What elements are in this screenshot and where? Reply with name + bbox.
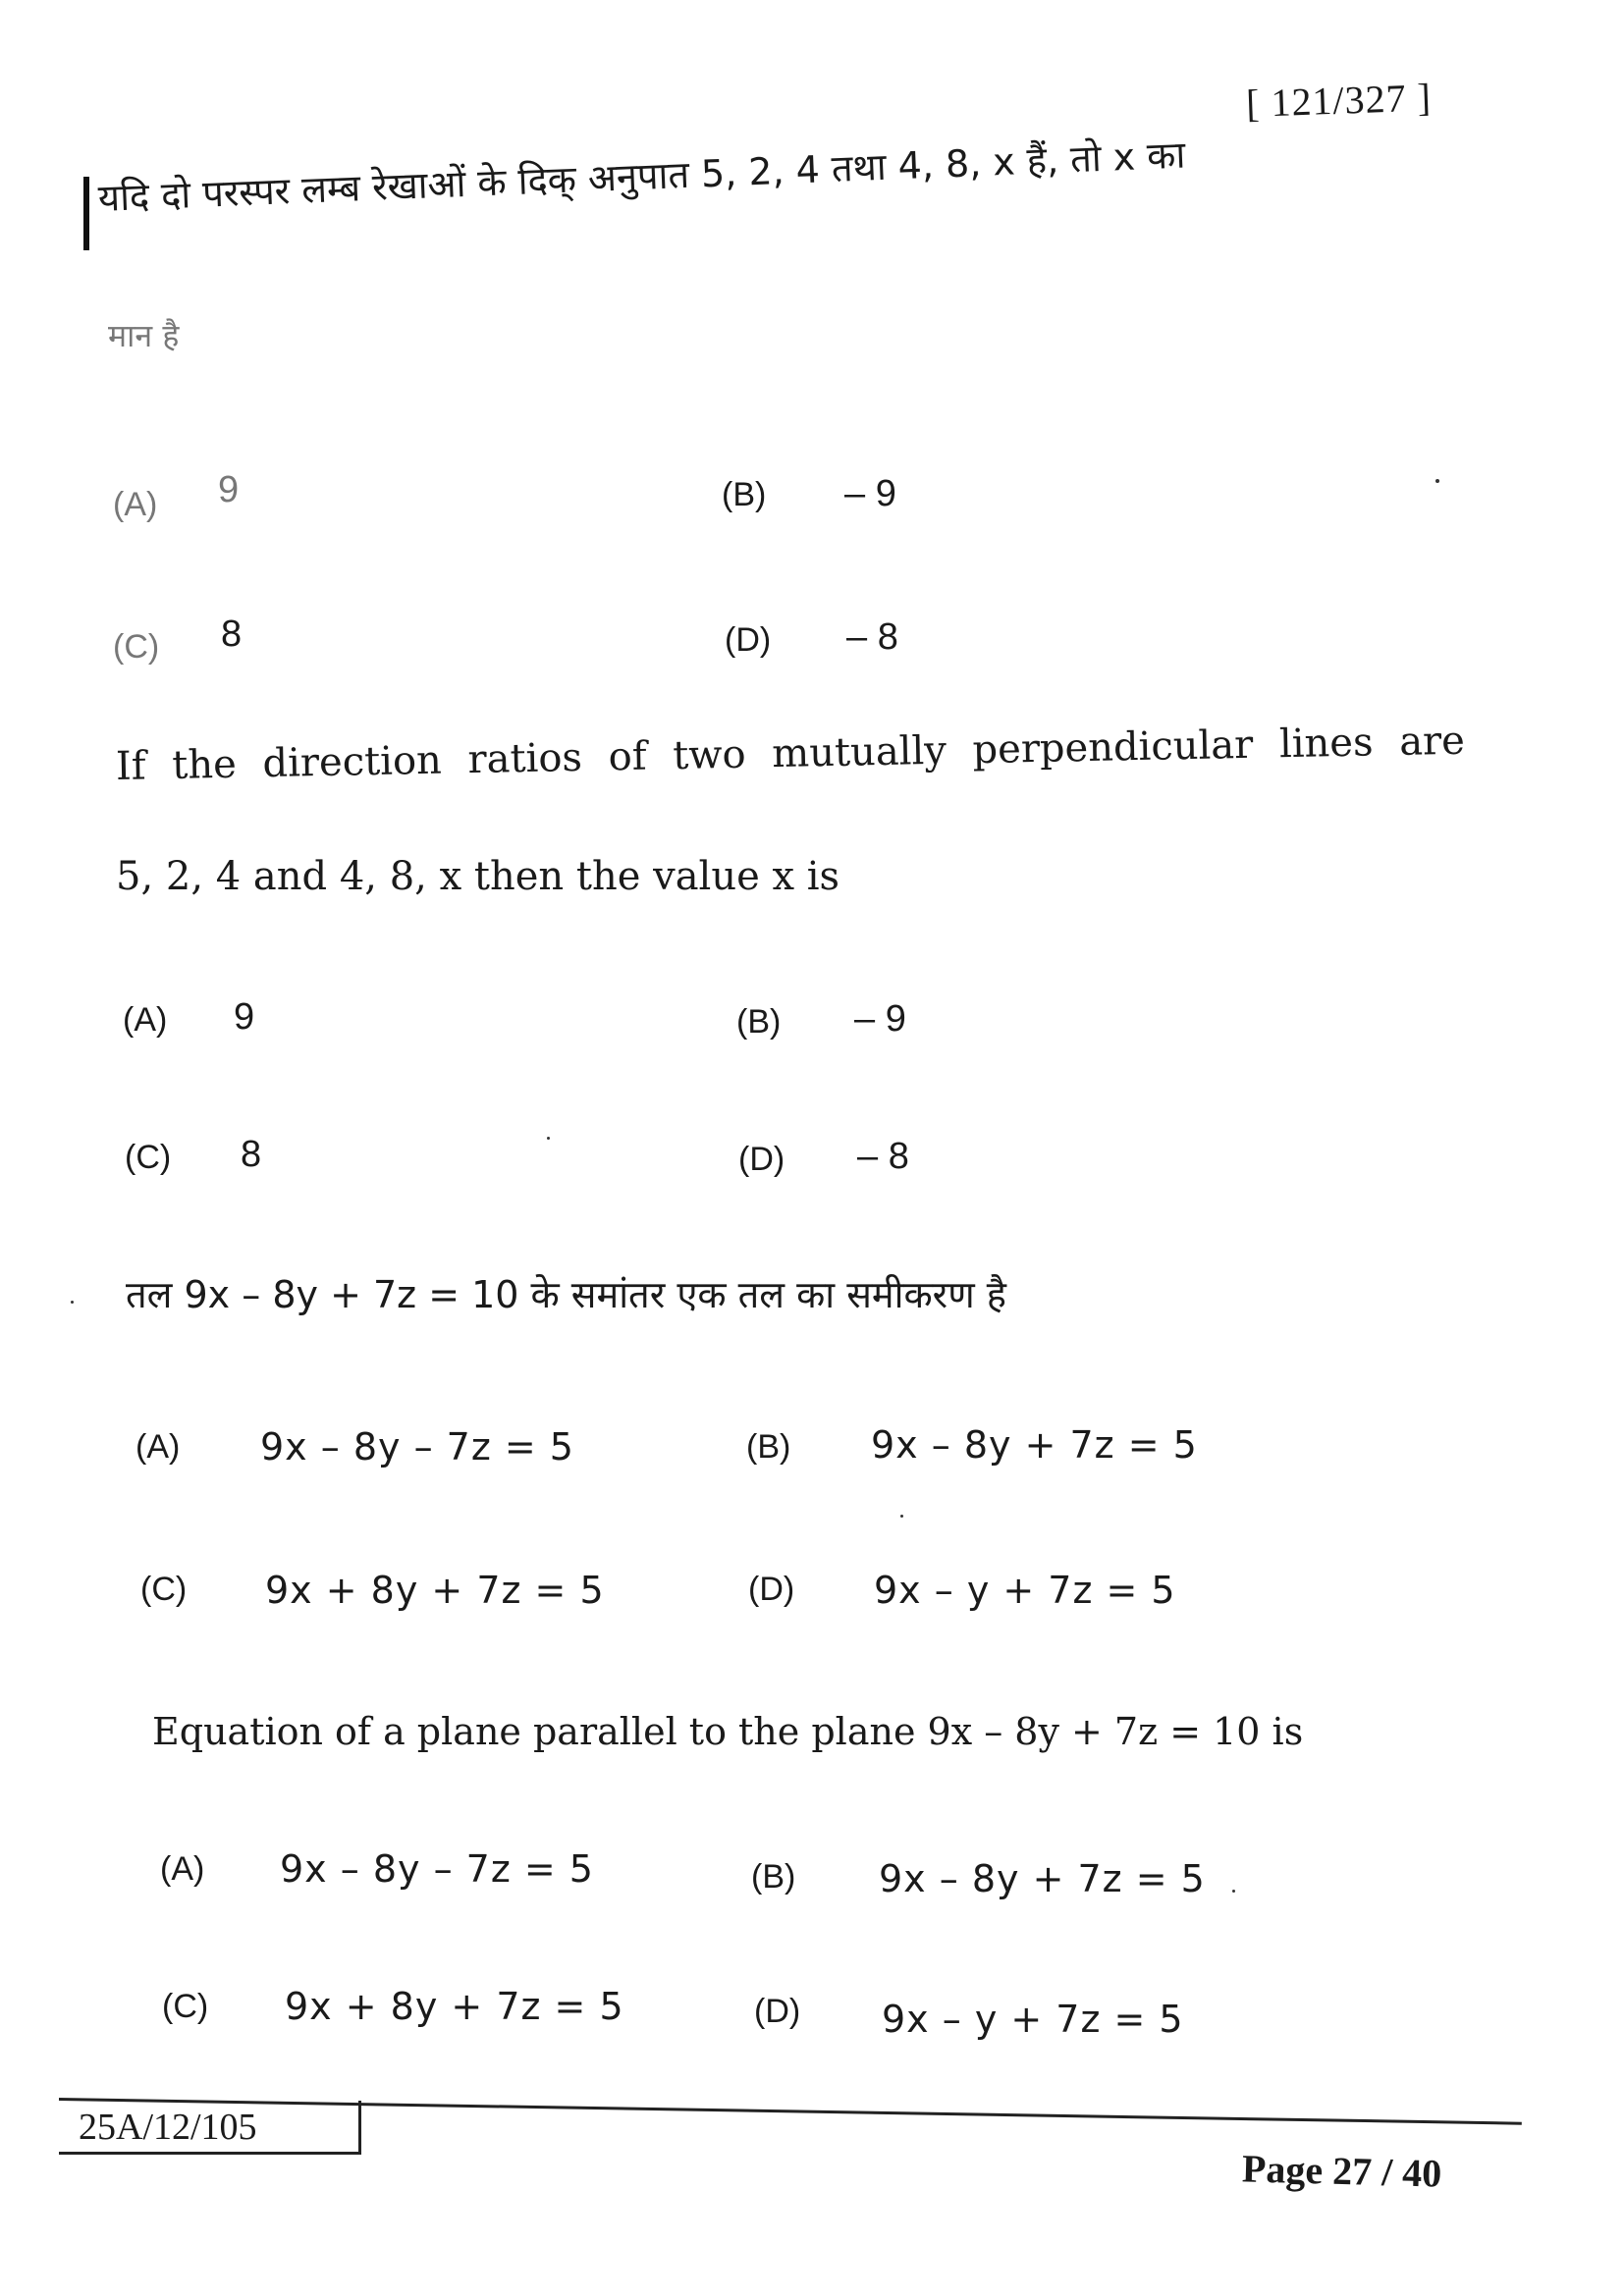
q1-hindi-option-b-value: – 9 [844, 473, 896, 514]
q2-english-option-c-label: (C) [162, 1988, 209, 2025]
margin-mark [83, 177, 89, 250]
q2-english-option-b-label: (B) [751, 1858, 796, 1896]
q1-hindi-option-c-label: (C) [113, 628, 160, 666]
scan-speck [900, 1515, 903, 1518]
q1-hindi-option-d-label: (D) [725, 621, 772, 659]
q2-english-option-a-label: (A) [160, 1850, 205, 1888]
scan-speck [71, 1301, 74, 1304]
q1-english-option-d-label: (D) [738, 1141, 785, 1178]
q2-hindi-option-c-value: 9x + 8y + 7z = 5 [265, 1569, 605, 1612]
q2-english-text: Equation of a plane parallel to the plane 9x – 8y + 7z = 10 is [152, 1710, 1304, 1753]
q1-english-option-b-label: (B) [736, 1003, 782, 1041]
q1-hindi-text-line1: यदि दो परस्पर लम्ब रेखाओं के दिक् अनुपात 5, 2, 4 तथा 4, 8, x हैं, तो x का [97, 133, 1187, 220]
q2-hindi-option-c-label: (C) [140, 1571, 188, 1608]
q1-english-option-a-label: (A) [123, 1001, 168, 1039]
q1-hindi-option-a-label: (A) [113, 486, 158, 523]
q2-english-option-d-value: 9x – y + 7z = 5 [882, 1998, 1184, 2041]
q1-english-option-d-value: – 8 [857, 1136, 909, 1177]
q1-english-option-c-value: 8 [241, 1134, 262, 1175]
q2-hindi-text: तल 9x – 8y + 7z = 10 के समांतर एक तल का समीकरण है [126, 1273, 1006, 1316]
q2-english-option-d-label: (D) [754, 1993, 801, 2030]
q1-english-text-line1: If the direction ratios of two mutually perpendicular lines are [115, 718, 1466, 789]
question-reference: [ 121/327 ] [1245, 75, 1433, 127]
q2-english-option-b-value: 9x – 8y + 7z = 5 [879, 1857, 1206, 1900]
page-number: Page 27 / 40 [1241, 2146, 1442, 2196]
scan-speck [1435, 479, 1439, 483]
q2-hindi-option-b-label: (B) [746, 1428, 791, 1466]
q1-hindi-option-d-value: – 8 [846, 616, 898, 658]
q2-hindi-option-a-label: (A) [135, 1428, 181, 1466]
q1-hindi-option-b-label: (B) [722, 476, 767, 513]
paper-code: 25A/12/105 [79, 2107, 257, 2148]
q1-english-option-a-value: 9 [234, 996, 255, 1038]
q1-english-option-c-label: (C) [125, 1139, 172, 1176]
scan-speck [1232, 1890, 1235, 1893]
q2-hindi-option-d-value: 9x – y + 7z = 5 [874, 1569, 1176, 1612]
q1-english-option-b-value: – 9 [854, 998, 906, 1040]
q1-hindi-text-line2: मान है [108, 317, 180, 354]
q1-hindi-option-c-value: 8 [221, 614, 243, 655]
q1-english-text-line2: 5, 2, 4 and 4, 8, x then the value x is [116, 854, 840, 899]
q2-hindi-option-b-value: 9x – 8y + 7z = 5 [871, 1423, 1198, 1467]
q2-english-option-c-value: 9x + 8y + 7z = 5 [285, 1985, 624, 2028]
q2-hindi-option-d-label: (D) [748, 1571, 795, 1608]
scan-speck [547, 1137, 550, 1140]
q1-hindi-option-a-value: 9 [218, 469, 240, 510]
paper-code-box [59, 2101, 361, 2155]
q2-english-option-a-value: 9x – 8y – 7z = 5 [280, 1847, 594, 1891]
q2-hindi-option-a-value: 9x – 8y – 7z = 5 [260, 1425, 574, 1468]
